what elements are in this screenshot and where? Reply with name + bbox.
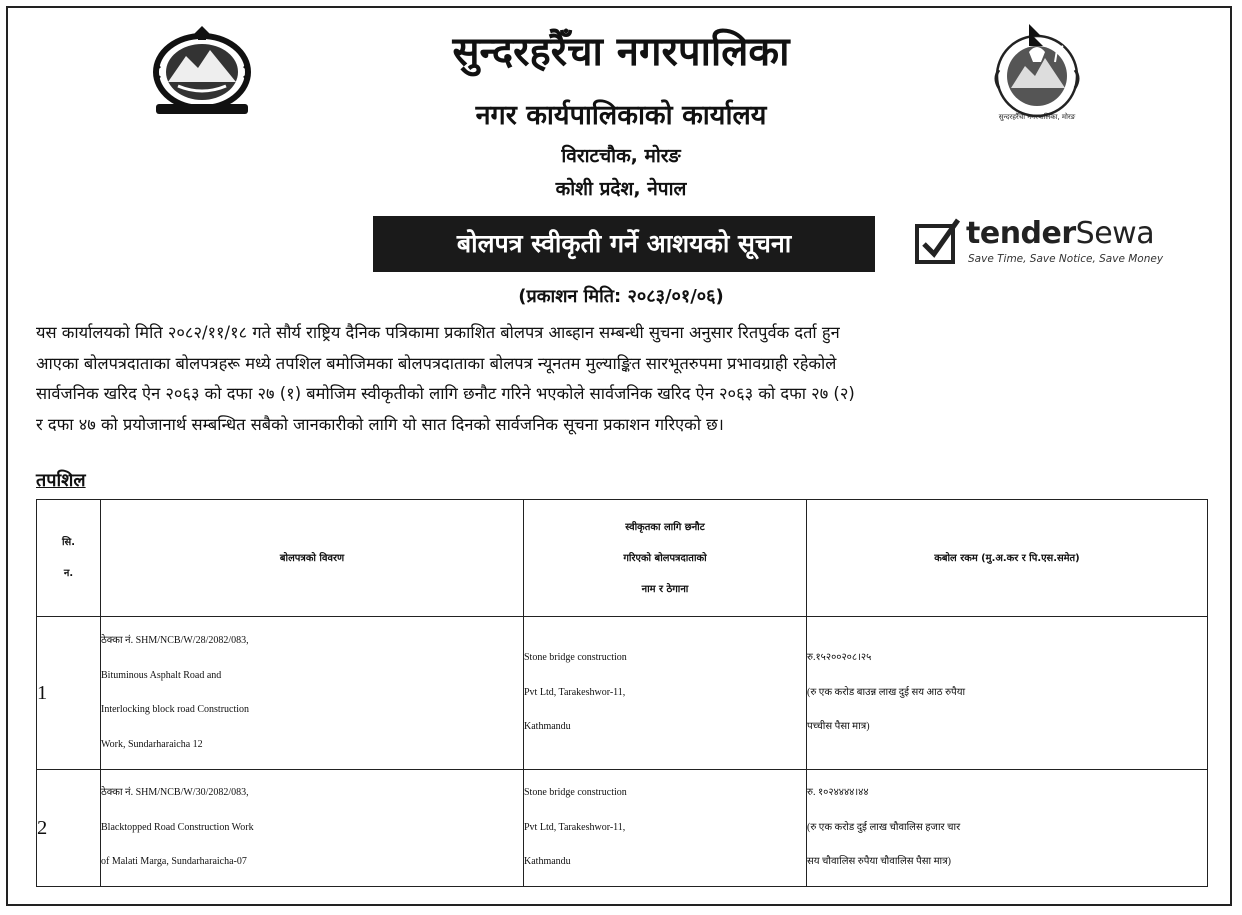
notice-body-line: आएका बोलपत्रदाताका बोलपत्रहरू मध्ये तपशिल बमोजिमका बोलपत्रदाताका बोलपत्र न्यूनतम मुल्याङ्कित सारभूतरुपमा प्रभावग्राही रहेकोले — [36, 353, 837, 373]
tendersewa-word-b: Sewa — [1075, 216, 1155, 251]
municipality-title: सुन्दरहरैँचा नगरपालिका — [452, 29, 790, 75]
header-description-line: बोलपत्रको विवरण — [279, 552, 345, 564]
header-amount-line: कबोल रकम (मु.अ.कर र पि.एस.समेत) — [934, 552, 1080, 564]
header-amount — [807, 500, 1208, 617]
row-amount-line: (रु एक करोड दुई लाख चौवालिस हजार चार — [807, 821, 961, 833]
notice-body-line: यस कार्यालयको मिति २०८२/११/१८ गते सौर्य राष्ट्रिय दैनिक पत्रिकामा प्रकाशित बोलपत्र आब्हान सम्बन्धी सुचना अनुसार रितपुर्वक दर्ता हुन — [36, 323, 840, 342]
row-amount-line: (रु एक करोड बाउन्न लाख दुई सय आठ रुपैया — [807, 686, 966, 698]
header-bidder-line: नाम र ठेगाना — [641, 583, 689, 595]
row-description-line: Blacktopped Road Construction Work — [101, 821, 254, 833]
row-description-line: of Malati Marga, Sundarharaicha-07 — [101, 856, 247, 868]
row-amount — [807, 770, 1208, 887]
row-description-line: ठेक्का नं. SHM/NCB/W/30/2082/083, — [101, 787, 249, 799]
header-bidder-line: गरिएको बोलपत्रदाताको — [623, 552, 707, 564]
row-description-line: Interlocking block road Construction — [101, 704, 250, 715]
notice-title-banner: बोलपत्र स्वीकृती गर्ने आशयको सूचना — [373, 216, 875, 272]
row-sn: 2 — [37, 770, 101, 887]
office-title: नगर कार्यपालिकाको कार्यालय — [475, 100, 767, 131]
table-row — [37, 617, 1208, 770]
address-line-1: विराटचौक, मोरङ — [561, 145, 681, 167]
header-bidder — [524, 500, 807, 617]
row-amount-line: रु.१५२००२०८।२५ — [807, 652, 872, 664]
row-amount-line: सय चौवालिस रुपैया चौवालिस पैसा मात्र) — [807, 856, 951, 868]
header-sn-line: सि. — [62, 537, 75, 548]
header-bidder-line: स्वीकृतका लागि छनौट — [625, 521, 705, 533]
row-description-line: ठेक्का नं. SHM/NCB/W/28/2082/083, — [101, 635, 249, 646]
row-bidder-line: Stone bridge construction — [524, 787, 627, 799]
row-description — [101, 770, 524, 887]
tendersewa-tagline: Save Time, Save Notice, Save Money — [968, 253, 1164, 265]
header-description — [101, 500, 524, 617]
details-section-label: तपशिल — [36, 470, 86, 491]
notice-body — [36, 318, 1208, 440]
tendersewa-logo — [914, 214, 1174, 270]
publication-date: (प्रकाशन मिति: २०८३/०१/०६) — [518, 286, 724, 307]
row-bidder-line: Pvt Ltd, Tarakeshwor-11, — [524, 686, 626, 698]
municipality-seal-text: सुन्दरहरैँचा नगरपालिका, मोरङ — [998, 113, 1076, 121]
row-amount — [807, 617, 1208, 770]
row-amount-line: रु. १०२४४४४।४४ — [807, 787, 869, 799]
row-bidder-line: Pvt Ltd, Tarakeshwor-11, — [524, 821, 626, 833]
notice-body-line: र दफा ४७ को प्रयोजानार्थ सम्बन्धित सबैको जानकारीको लागि यो सात दिनको सार्वजनिक सूचना प्रकाशन गरिएको छ। — [36, 414, 724, 434]
header-sn — [37, 500, 101, 617]
details-table — [36, 499, 1208, 887]
row-description-line: Bituminous Asphalt Road and — [101, 669, 222, 681]
table-header-row — [37, 500, 1208, 617]
row-sn: 1 — [37, 617, 101, 770]
table-row — [37, 770, 1208, 887]
row-amount-line: पच्चीस पैसा मात्र) — [807, 721, 870, 733]
row-bidder-line: Kathmandu — [524, 721, 571, 733]
header-sn-line: न. — [63, 568, 74, 579]
address-line-2: कोशी प्रदेश, नेपाल — [555, 178, 687, 200]
row-bidder-line: Kathmandu — [524, 856, 571, 868]
tendersewa-word-a: tender — [966, 216, 1076, 251]
row-description — [101, 617, 524, 770]
row-bidder-line: Stone bridge construction — [524, 652, 627, 664]
row-description-line: Work, Sundarharaicha 12 — [101, 738, 203, 750]
tendersewa-check-icon — [914, 216, 962, 266]
notice-body-line: सार्वजनिक खरिद ऐन २०६३ को दफा २७ (१) बमोजिम स्वीकृतीको लागि छनौट गरिने भएकोले सार्वजनिक खरिद ऐन २०६३ को दफा २७ (२) — [36, 384, 855, 403]
row-bidder — [524, 770, 807, 887]
row-bidder — [524, 617, 807, 770]
tendersewa-wordmark — [966, 216, 1154, 252]
